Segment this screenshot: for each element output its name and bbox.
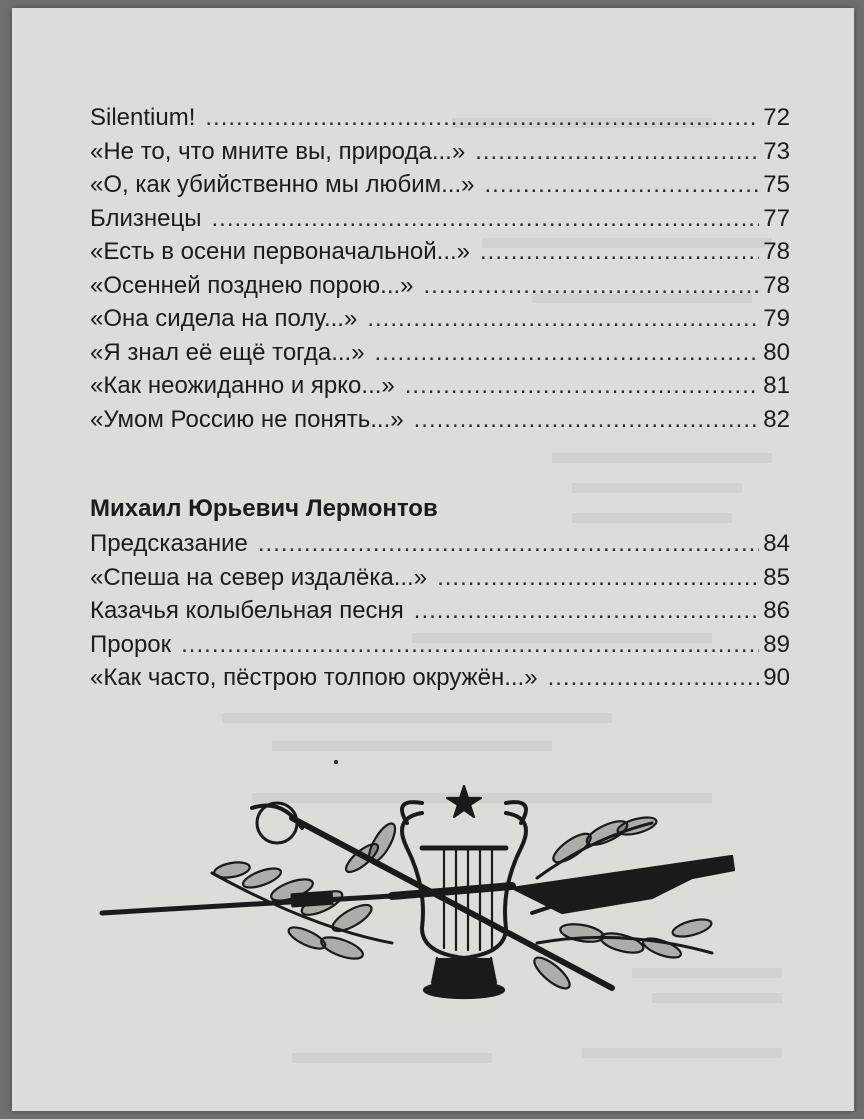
- toc-entry-page-number: 78: [763, 238, 790, 265]
- book-page: [12, 8, 854, 1111]
- dot-leader: [212, 205, 760, 233]
- toc-entry: [90, 372, 790, 406]
- toc-entry: [90, 530, 790, 564]
- toc-entry-page-number: 73: [763, 137, 790, 165]
- toc-entry: [90, 205, 790, 239]
- toc-entry: [90, 171, 790, 205]
- dot-leader: [205, 104, 759, 132]
- section-author-heading: Михаил Юрьевич Лермонтов: [90, 495, 438, 522]
- toc-entry-page-number: 77: [763, 204, 790, 232]
- toc-entry-title: «Она сидела на полу...»: [90, 305, 358, 332]
- toc-entry-page-number: 84: [763, 530, 790, 557]
- dot-leader: [414, 597, 760, 625]
- toc-entry-title: «Как часто, пёстрою толпою окружён...»: [90, 664, 538, 691]
- dot-leader: [405, 372, 760, 400]
- toc-entry-title: «Я знал её ещё тогда...»: [90, 338, 365, 366]
- dot-leader: [181, 631, 759, 659]
- dot-leader: [367, 305, 759, 333]
- toc-entry: [90, 631, 790, 665]
- toc-entry: [90, 664, 790, 698]
- dot-leader: [375, 339, 760, 367]
- dot-leader: [258, 530, 759, 558]
- toc-entry-page-number: 75: [763, 171, 790, 198]
- toc-entry-page-number: 72: [763, 104, 790, 131]
- toc-entry-page-number: 79: [763, 305, 790, 332]
- toc-entry-title: «Не то, что мните вы, природа...»: [90, 137, 466, 165]
- stray-dot: [334, 760, 338, 764]
- toc-entry: [90, 104, 790, 138]
- toc-list-tyutchev: [90, 104, 790, 439]
- toc-entry: [90, 339, 790, 373]
- toc-entry-title: «Есть в осени первоначальной...»: [90, 238, 471, 265]
- toc-entry-page-number: 85: [763, 563, 790, 591]
- toc-entry-title: «Умом Россию не понять...»: [90, 405, 404, 433]
- toc-entry-page-number: 80: [763, 338, 790, 366]
- dot-leader: [480, 238, 759, 266]
- dot-leader: [437, 564, 759, 592]
- toc-entry: [90, 597, 790, 631]
- toc-entry-title: Пророк: [90, 630, 172, 658]
- toc-entry-page-number: 81: [763, 372, 790, 399]
- toc-entry: [90, 305, 790, 339]
- dot-leader: [424, 272, 760, 300]
- toc-entry-page-number: 89: [763, 630, 790, 658]
- toc-entry-page-number: 86: [763, 597, 790, 624]
- toc-entry: [90, 272, 790, 306]
- toc-entry: [90, 138, 790, 172]
- toc-entry-title: «Спеша на север издалёка...»: [90, 563, 428, 591]
- dot-leader: [475, 138, 759, 166]
- toc-entry-title: Silentium!: [90, 104, 196, 131]
- toc-entry-page-number: 78: [763, 271, 790, 299]
- toc-entry-title: «Как неожиданно и ярко...»: [90, 372, 395, 399]
- toc-entry-title: «О, как убийственно мы любим...»: [90, 171, 475, 198]
- toc-entry-title: Близнецы: [90, 204, 202, 232]
- toc-entry-page-number: 90: [763, 664, 790, 691]
- toc-entry-page-number: 82: [763, 405, 790, 433]
- toc-list-lermontov: [90, 530, 790, 698]
- toc-entry: [90, 406, 790, 440]
- dot-leader: [414, 406, 760, 434]
- toc-entry: [90, 238, 790, 272]
- toc-entry-title: Казачья колыбельная песня: [90, 597, 404, 624]
- lyre-ornament-icon: [92, 778, 772, 1018]
- toc-entry: [90, 564, 790, 598]
- toc-entry-title: «Осенней позднею порою...»: [90, 271, 414, 299]
- dot-leader: [548, 664, 760, 692]
- toc-entry-title: Предсказание: [90, 530, 248, 557]
- dot-leader: [485, 171, 760, 199]
